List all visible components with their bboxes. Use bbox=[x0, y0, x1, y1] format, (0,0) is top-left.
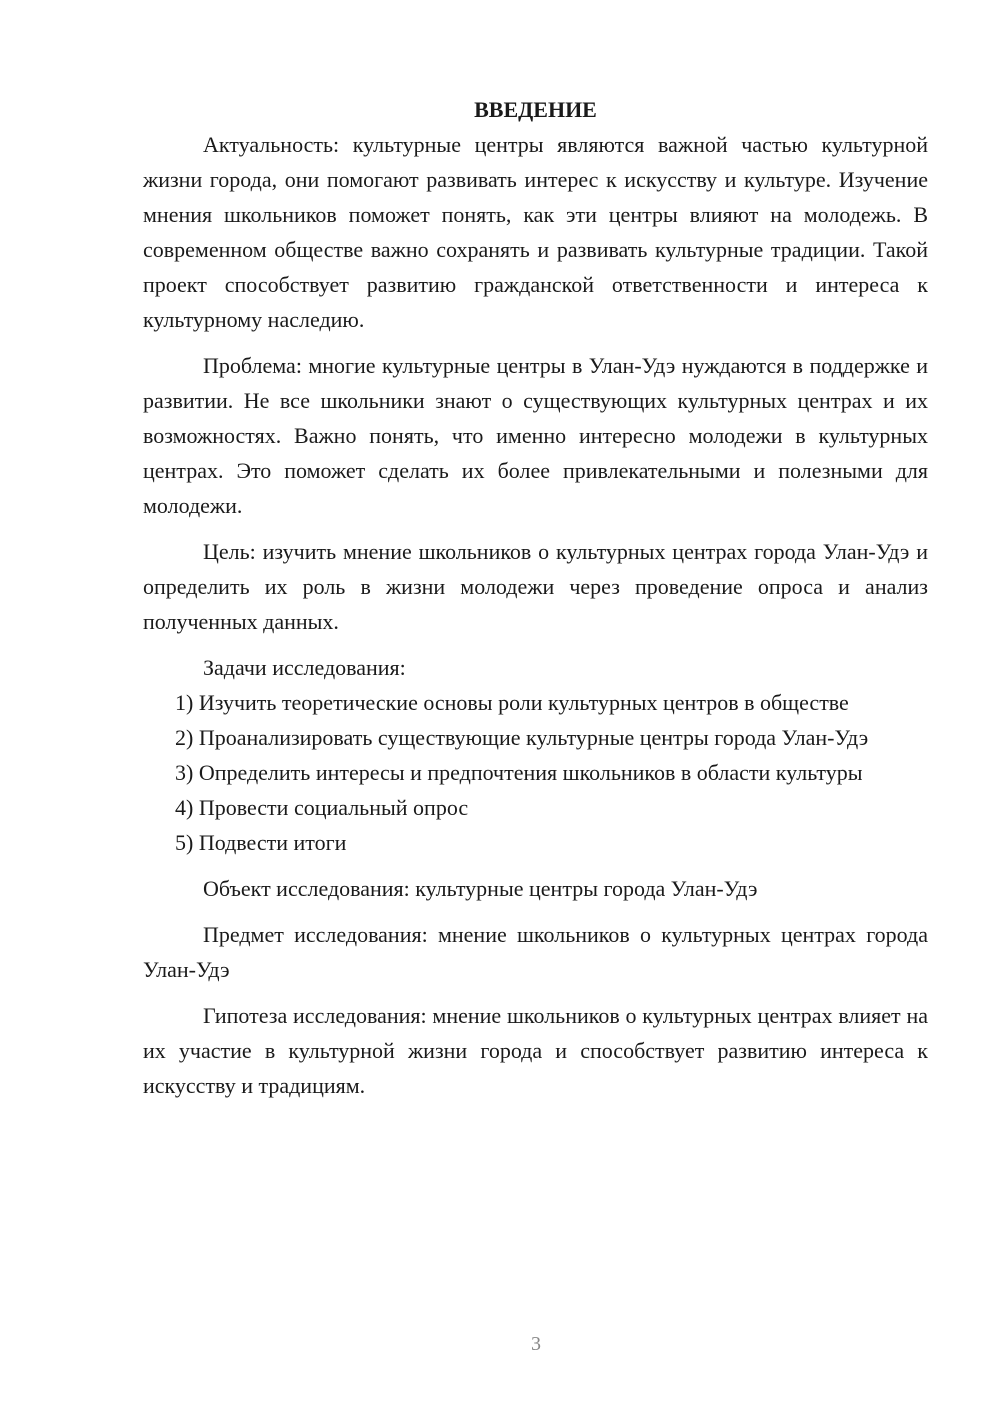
task-item-4: 4) Провести социальный опрос bbox=[175, 795, 469, 820]
page-number: 3 bbox=[531, 1333, 541, 1355]
problem-paragraph: Проблема: многие культурные центры в Улан-Удэ нуждаются в поддержке и развитии. Не все школьники знают о существующих культурных центрах и их возможностях. Важно понять, что именно интересно молодежи в культурных центрах. Это поможет сделать их более привлекательными и полезными для молодежи. bbox=[143, 353, 928, 518]
relevance-paragraph: Актуальность: культурные центры являются важной частью культурной жизни города, они помогают развивать интерес к искусству и культуре. Изучение мнения школьников поможет понять, как эти центры влияют на молодежь. В современном обществе важно сохранять и развивать культурные традиции. Такой проект способствует развитию гражданской ответственности и интереса к культурному наследию. bbox=[143, 132, 928, 332]
subject-paragraph: Предмет исследования: мнение школьников о культурных центрах города Улан-Удэ bbox=[143, 922, 928, 982]
task-item-3: 3) Определить интересы и предпочтения школьников в области культуры bbox=[175, 760, 863, 785]
tasks-title: Задачи исследования: bbox=[203, 655, 406, 680]
section-heading: ВВЕДЕНИЕ bbox=[474, 97, 597, 122]
document-page bbox=[143, 92, 928, 1103]
goal-paragraph: Цель: изучить мнение школьников о культурных центрах города Улан-Удэ и определить их роль в жизни молодежи через проведение опроса и анализ полученных данных. bbox=[143, 539, 928, 634]
task-item-2: 2) Проанализировать существующие культурные центры города Улан-Удэ bbox=[175, 725, 869, 750]
task-item-1: 1) Изучить теоретические основы роли культурных центров в обществе bbox=[175, 690, 849, 715]
task-item-5: 5) Подвести итоги bbox=[175, 830, 347, 855]
object-paragraph: Объект исследования: культурные центры города Улан-Удэ bbox=[203, 876, 758, 901]
hypothesis-paragraph: Гипотеза исследования: мнение школьников о культурных центрах влияет на их участие в культурной жизни города и способствует развитию интереса к искусству и традициям. bbox=[143, 1003, 928, 1098]
